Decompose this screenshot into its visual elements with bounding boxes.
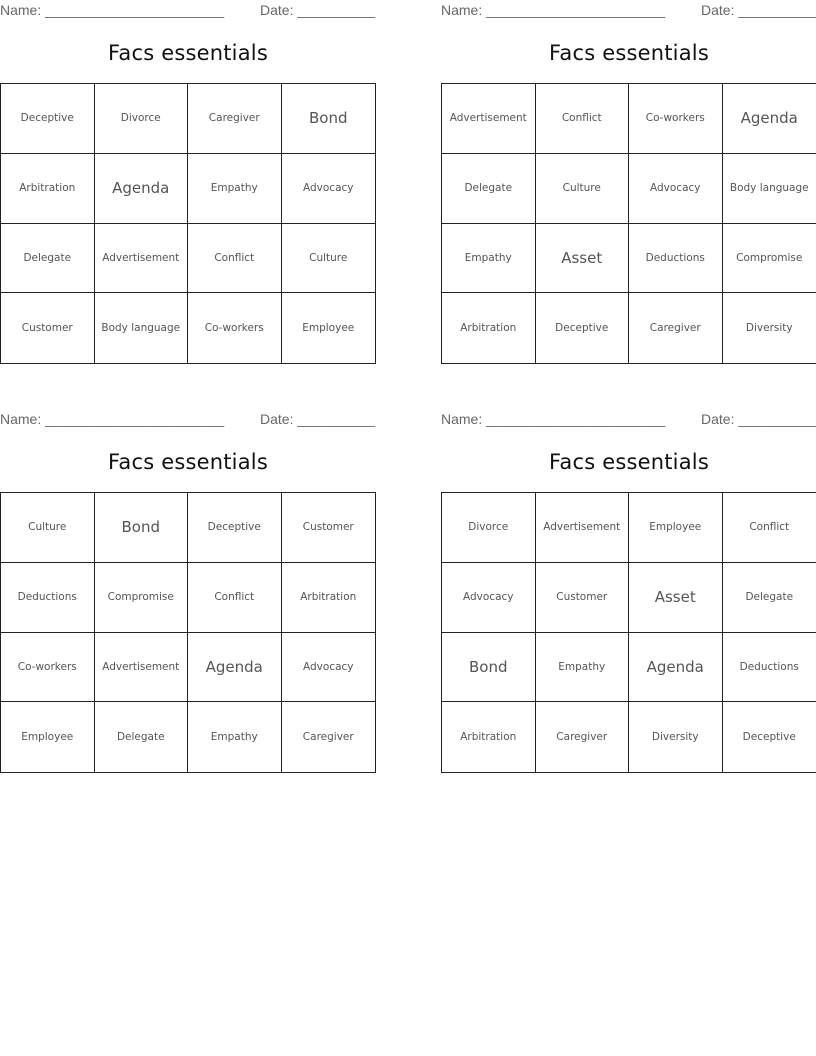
bingo-cell[interactable]: Empathy bbox=[536, 633, 630, 703]
bingo-cell[interactable]: Conflict bbox=[188, 224, 282, 294]
bingo-grid bbox=[0, 83, 376, 364]
bingo-cell[interactable]: Conflict bbox=[723, 493, 816, 563]
bingo-cell[interactable]: Delegate bbox=[95, 702, 189, 772]
bingo-cell[interactable]: Customer bbox=[282, 493, 376, 563]
bingo-cell[interactable]: Advertisement bbox=[95, 224, 189, 294]
bingo-cell[interactable]: Deceptive bbox=[1, 84, 95, 154]
bingo-cell[interactable]: Co-workers bbox=[629, 84, 723, 154]
bingo-cell[interactable]: Agenda bbox=[629, 633, 723, 703]
bingo-cell[interactable]: Empathy bbox=[442, 224, 536, 294]
bingo-cell[interactable]: Delegate bbox=[442, 154, 536, 224]
bingo-cell[interactable]: Culture bbox=[282, 224, 376, 294]
bingo-cell[interactable]: Bond bbox=[442, 633, 536, 703]
date-field[interactable]: Date: __________ bbox=[701, 411, 816, 427]
bingo-cell[interactable]: Asset bbox=[629, 563, 723, 633]
bingo-cell[interactable]: Arbitration bbox=[442, 702, 536, 772]
bingo-cell[interactable]: Body language bbox=[95, 293, 189, 363]
card-title: Facs essentials bbox=[108, 41, 268, 65]
bingo-cell[interactable]: Employee bbox=[629, 493, 723, 563]
card-header bbox=[441, 2, 816, 20]
bingo-cell[interactable]: Advocacy bbox=[629, 154, 723, 224]
bingo-grid bbox=[0, 492, 376, 773]
bingo-cell[interactable]: Divorce bbox=[95, 84, 189, 154]
bingo-cell[interactable]: Arbitration bbox=[282, 563, 376, 633]
bingo-cell[interactable]: Deceptive bbox=[742, 731, 796, 744]
bingo-card-2 bbox=[441, 0, 816, 364]
bingo-grid bbox=[441, 83, 816, 364]
bingo-cell[interactable]: Diversity bbox=[745, 322, 793, 335]
bingo-cell[interactable]: Body language bbox=[723, 154, 816, 224]
bingo-cell[interactable]: Compromise bbox=[723, 224, 816, 294]
bingo-cell[interactable]: Advertisement bbox=[536, 493, 630, 563]
bingo-cell[interactable]: Agenda bbox=[95, 154, 189, 224]
date-field[interactable]: Date: __________ bbox=[260, 411, 376, 427]
bingo-cell[interactable]: Advocacy bbox=[282, 154, 376, 224]
name-field[interactable]: Name: _______________________ bbox=[0, 2, 225, 18]
bingo-cell[interactable]: Bond bbox=[95, 493, 189, 563]
bingo-cell[interactable]: Arbitration bbox=[1, 154, 95, 224]
bingo-cell[interactable]: Employee bbox=[302, 322, 355, 335]
bingo-cell[interactable]: Caregiver bbox=[536, 702, 630, 772]
bingo-cell[interactable]: Agenda bbox=[188, 633, 282, 703]
bingo-cell[interactable]: Caregiver bbox=[302, 731, 354, 744]
bingo-cell[interactable]: Customer bbox=[536, 563, 630, 633]
bingo-cell[interactable]: Advertisement bbox=[95, 633, 189, 703]
bingo-cell[interactable]: Empathy bbox=[188, 702, 282, 772]
date-field[interactable]: Date: __________ bbox=[260, 2, 376, 18]
bingo-cell[interactable]: Conflict bbox=[536, 84, 630, 154]
card-title: Facs essentials bbox=[108, 450, 268, 474]
bingo-cell[interactable]: Employee bbox=[1, 702, 95, 772]
bingo-cell[interactable]: Advertisement bbox=[442, 84, 536, 154]
name-field[interactable]: Name: _______________________ bbox=[441, 411, 666, 427]
bingo-cell[interactable]: Asset bbox=[536, 224, 630, 294]
bingo-cell[interactable]: Deductions bbox=[1, 563, 95, 633]
bingo-cell[interactable]: Culture bbox=[1, 493, 95, 563]
bingo-cell[interactable]: Caregiver bbox=[188, 84, 282, 154]
bingo-cell[interactable]: Customer bbox=[1, 293, 95, 363]
bingo-cell[interactable]: Deceptive bbox=[536, 293, 630, 363]
bingo-cell[interactable]: Conflict bbox=[188, 563, 282, 633]
card-header bbox=[0, 2, 376, 20]
bingo-cell[interactable]: Culture bbox=[536, 154, 630, 224]
date-field[interactable]: Date: __________ bbox=[701, 2, 816, 18]
bingo-cell[interactable]: Caregiver bbox=[629, 293, 723, 363]
name-field[interactable]: Name: _______________________ bbox=[441, 2, 666, 18]
bingo-cell[interactable]: Diversity bbox=[629, 702, 723, 772]
card-title: Facs essentials bbox=[549, 450, 709, 474]
bingo-cell[interactable]: Agenda bbox=[723, 84, 816, 154]
bingo-cell[interactable]: Delegate bbox=[723, 563, 816, 633]
bingo-card-3 bbox=[0, 409, 376, 773]
bingo-cell[interactable]: Deceptive bbox=[188, 493, 282, 563]
bingo-cell[interactable]: Compromise bbox=[95, 563, 189, 633]
card-header bbox=[441, 411, 816, 429]
bingo-cell[interactable]: Advocacy bbox=[282, 633, 376, 703]
card-title: Facs essentials bbox=[549, 41, 709, 65]
bingo-cell[interactable]: Empathy bbox=[188, 154, 282, 224]
bingo-cell[interactable]: Deductions bbox=[629, 224, 723, 294]
bingo-cell[interactable]: Co-workers bbox=[188, 293, 282, 363]
bingo-cell[interactable]: Deductions bbox=[723, 633, 816, 703]
bingo-cell[interactable]: Arbitration bbox=[442, 293, 536, 363]
card-header bbox=[0, 411, 376, 429]
bingo-cell[interactable]: Advocacy bbox=[442, 563, 536, 633]
bingo-card-4 bbox=[441, 409, 816, 773]
bingo-cell[interactable]: Bond bbox=[282, 84, 376, 154]
name-field[interactable]: Name: _______________________ bbox=[0, 411, 225, 427]
bingo-cell[interactable]: Delegate bbox=[1, 224, 95, 294]
bingo-grid bbox=[441, 492, 816, 773]
bingo-card-1 bbox=[0, 0, 376, 364]
bingo-cell[interactable]: Co-workers bbox=[1, 633, 95, 703]
bingo-cell[interactable]: Divorce bbox=[442, 493, 536, 563]
